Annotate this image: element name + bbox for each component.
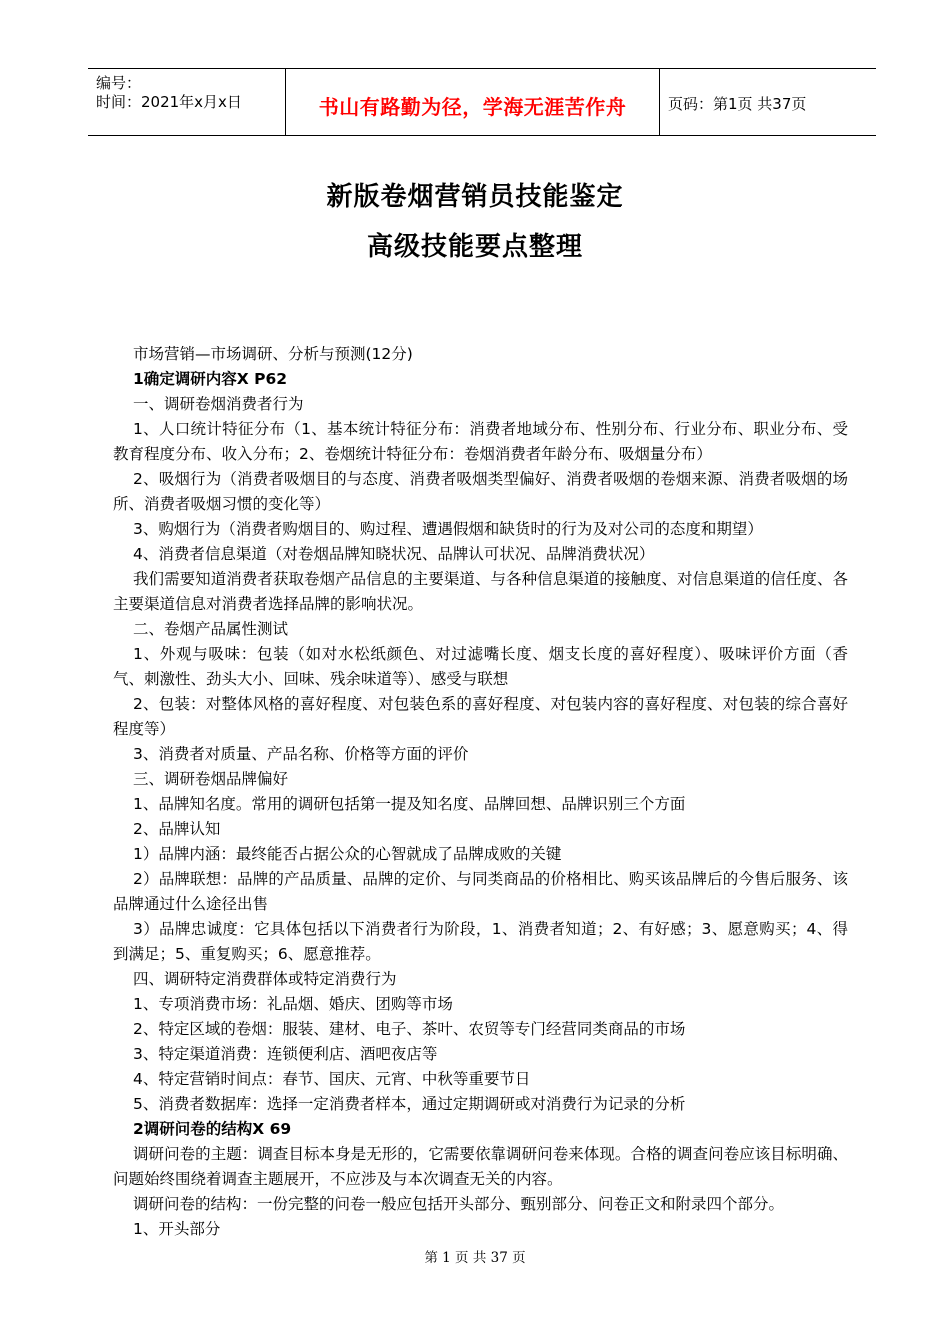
paragraph: 3、消费者对质量、产品名称、价格等方面的评价 <box>133 745 469 763</box>
paragraph: 调研问卷的主题：调查目标本身是无形的，它需要依靠调研问卷来体现。合格的调查问卷应该目标明确、问题始终围绕着调查主题展开，不应涉及与本次调查无关的内容。 <box>113 1145 848 1188</box>
paragraph: 4、特定营销时间点：春节、国庆、元宵、中秋等重要节日 <box>133 1070 531 1088</box>
document-title-line2: 高级技能要点整理 <box>366 232 583 262</box>
paragraph: 3）品牌忠诚度：它具体包括以下消费者行为阶段，1、消费者知道；2、有好感；3、愿意购买；4、得到满足；5、重复购买；6、愿意推荐。 <box>113 920 848 963</box>
paragraph: 调研问卷的结构：一份完整的问卷一般应包括开头部分、甄别部分、问卷正文和附录四个部分。 <box>133 1195 785 1213</box>
header-motto: 书山有路勤为径，学海无涯苦作舟 <box>318 95 627 119</box>
paragraph: 4、消费者信息渠道（对卷烟品牌知晓状况、品牌认可状况、品牌消费状况） <box>133 545 655 563</box>
document-title-line1: 新版卷烟营销员技能鉴定 <box>326 182 624 212</box>
paragraph: 1、专项消费市场：礼品烟、婚庆、团购等市场 <box>133 995 453 1013</box>
paragraph: 2、特定区域的卷烟：服装、建材、电子、茶叶、农贸等专门经营同类商品的市场 <box>133 1020 686 1038</box>
header-page-number: 页码：第1页 共37页 <box>668 95 807 113</box>
paragraph: 2）品牌联想：品牌的产品质量、品牌的定价、与同类商品的价格相比、购买该品牌后的今售后服务、该品牌通过什么途径出售 <box>113 870 848 913</box>
serial-number-label: 编号： <box>96 74 142 92</box>
subsection-heading: 1确定调研内容X P62 <box>133 370 288 388</box>
paragraph: 3、购烟行为（消费者购烟目的、购过程、遭遇假烟和缺货时的行为及对公司的态度和期望） <box>133 520 763 538</box>
paragraph: 1、人口统计特征分布（1、基本统计特征分布：消费者地域分布、性别分布、行业分布、职业分布、受教育程度分布、收入分布；2、卷烟统计特征分布：卷烟消费者年龄分布、吸烟量分布） <box>113 420 848 463</box>
paragraph: 三、调研卷烟品牌偏好 <box>133 770 289 788</box>
paragraph: 2、吸烟行为（消费者吸烟目的与态度、消费者吸烟类型偏好、消费者吸烟的卷烟来源、消费者吸烟的场所、消费者吸烟习惯的变化等） <box>113 470 848 513</box>
paragraph: 1）品牌内涵：最终能否占据公众的心智就成了品牌成败的关键 <box>133 845 562 863</box>
paragraph: 我们需要知道消费者获取卷烟产品信息的主要渠道、与各种信息渠道的接触度、对信息渠道的信任度、各主要渠道信息对消费者选择品牌的影响状况。 <box>113 570 848 613</box>
paragraph: 2、品牌认知 <box>133 820 221 838</box>
paragraph: 1、品牌知名度。常用的调研包括第一提及知名度、品牌回想、品牌识别三个方面 <box>133 795 686 813</box>
document-body <box>113 342 848 1242</box>
page-footer: 第 1 页 共 37 页 <box>424 1250 526 1266</box>
header-page-cell <box>660 69 876 135</box>
section-heading: 市场营销—市场调研、分析与预测(12分) <box>133 345 413 363</box>
paragraph: 1、开头部分 <box>133 1220 221 1238</box>
date-label: 时间：2021年x月x日 <box>96 93 242 111</box>
header-table <box>88 68 876 136</box>
paragraph: 二、卷烟产品属性测试 <box>133 620 289 638</box>
paragraph: 四、调研特定消费群体或特定消费行为 <box>133 970 397 988</box>
header-meta-cell <box>88 69 286 135</box>
paragraph: 一、调研卷烟消费者行为 <box>133 395 304 413</box>
paragraph: 5、消费者数据库：选择一定消费者样本，通过定期调研或对消费行为记录的分析 <box>133 1095 686 1113</box>
paragraph: 3、特定渠道消费：连锁便利店、酒吧夜店等 <box>133 1045 438 1063</box>
header-motto-cell <box>286 69 660 135</box>
paragraph: 2、包装：对整体风格的喜好程度、对包装色系的喜好程度、对包装内容的喜好程度、对包装的综合喜好程度等） <box>113 695 848 738</box>
paragraph: 1、外观与吸味：包装（如对水松纸颜色、对过滤嘴长度、烟支长度的喜好程度）、吸味评价方面（香气、刺激性、劲头大小、回味、残余味道等）、感受与联想 <box>113 645 848 688</box>
subsection-heading: 2调研问卷的结构X 69 <box>133 1120 292 1138</box>
